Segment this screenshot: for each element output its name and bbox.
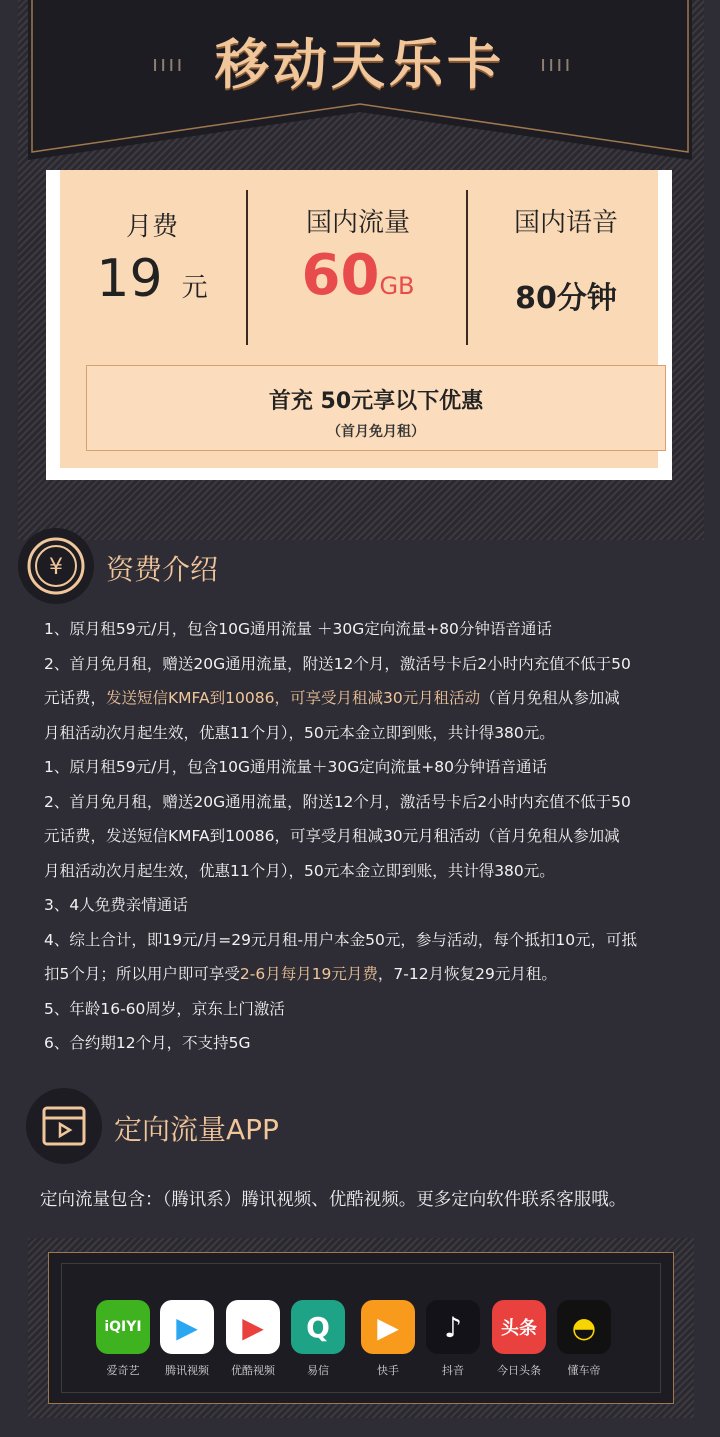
app-tile bbox=[93, 1300, 153, 1378]
app-tile bbox=[288, 1300, 348, 1378]
page-title: 移动天乐卡 bbox=[215, 33, 505, 96]
iqiyi-icon: iQIYI bbox=[96, 1300, 150, 1354]
promo-headline: 首充 50元享以下优惠 bbox=[268, 389, 484, 414]
rule-text: 月租活动次月起生效，优惠11个月），50元本金立即到账，共计得380元。 bbox=[44, 723, 555, 742]
rule-text: 月租活动次月起生效，优惠11个月），50元本金立即到账，共计得380元。 bbox=[44, 861, 555, 880]
app-tile bbox=[157, 1300, 217, 1378]
app-tile bbox=[554, 1300, 614, 1378]
app-tile bbox=[358, 1300, 418, 1378]
data-column bbox=[258, 190, 458, 308]
fee-rule-line bbox=[44, 1026, 694, 1061]
rule-highlight: 2-6月每月19元月费 bbox=[239, 965, 378, 983]
rule-text: 3、4人免费亲情通话 bbox=[44, 896, 188, 914]
fee-rule-line bbox=[44, 819, 694, 854]
fee-value: 19 bbox=[96, 249, 163, 309]
fee-rules-list bbox=[44, 612, 694, 1061]
data-unit: GB bbox=[379, 272, 415, 300]
fees-section-title: 资费介绍 bbox=[106, 553, 219, 586]
rule-text: 1、原月租59元/月，包含10G通用流量 ＋30G定向流量+80分钟语音通话 bbox=[44, 620, 552, 638]
divider bbox=[246, 190, 248, 345]
app-name: 爱奇艺 bbox=[106, 1364, 140, 1377]
rule-text: ，7-12月恢复29元月租。 bbox=[377, 965, 557, 983]
data-label: 国内流量 bbox=[305, 208, 410, 238]
rule-text: 2、首月免月租，赠送20G通用流量，附送12个月，激活号卡后2小时内充值不低于50 bbox=[44, 792, 631, 811]
plan-card bbox=[46, 170, 672, 480]
apps-intro-text: 定向流量包含：（腾讯系）腾讯视频、优酷视频。更多定向软件联系客服哦。 bbox=[40, 1190, 627, 1210]
data-value: 60 bbox=[301, 243, 380, 308]
promo-subline: （首月免月租） bbox=[327, 424, 425, 440]
fees-section-header bbox=[18, 528, 418, 604]
fee-rule-line bbox=[44, 612, 694, 647]
apps-section-title: 定向流量APP bbox=[114, 1113, 279, 1146]
fee-rule-line bbox=[44, 888, 694, 923]
app-tile bbox=[423, 1300, 483, 1378]
yixin-icon: Q bbox=[291, 1300, 345, 1354]
app-name: 优酷视频 bbox=[231, 1364, 275, 1377]
douyin-icon: ♪ bbox=[426, 1300, 480, 1354]
fee-rule-line bbox=[44, 750, 694, 785]
title-decoration-right: ıııı bbox=[540, 52, 573, 77]
rule-text: 1、原月租59元/月，包含10G通用流量＋30G定向流量+80分钟语音通话 bbox=[44, 758, 547, 776]
fee-rule-line bbox=[44, 923, 694, 958]
fee-column bbox=[52, 190, 252, 309]
app-name: 腾讯视频 bbox=[165, 1364, 209, 1377]
apps-frame bbox=[28, 1238, 694, 1418]
kuaishou-icon: ▶ bbox=[361, 1300, 415, 1354]
fee-rule-line bbox=[44, 992, 694, 1027]
fee-label: 月费 bbox=[125, 212, 178, 242]
tencent-video-icon: ▶ bbox=[160, 1300, 214, 1354]
apps-grid bbox=[61, 1263, 661, 1393]
voice-value: 80分钟 bbox=[515, 281, 617, 316]
title-decoration-left: ıııı bbox=[152, 52, 185, 77]
fee-rule-line bbox=[44, 681, 694, 716]
fee-rule-line bbox=[44, 647, 694, 682]
rule-text: 4、综上合计，即19元/月=29元月租-用户本金50元，参与活动，每个抵扣10元，可抵 bbox=[44, 930, 638, 949]
voice-label: 国内语音 bbox=[513, 208, 618, 238]
app-name: 易信 bbox=[307, 1364, 329, 1377]
app-name: 懂车帝 bbox=[567, 1364, 601, 1377]
app-name: 快手 bbox=[377, 1364, 399, 1377]
rule-text: 6、合约期12个月，不支持5G bbox=[44, 1034, 251, 1052]
apps-section-header bbox=[26, 1088, 426, 1164]
promo-box bbox=[86, 365, 666, 451]
app-name: 今日头条 bbox=[497, 1364, 541, 1377]
youku-icon: ▶ bbox=[226, 1300, 280, 1354]
plan-card-inner bbox=[60, 170, 658, 468]
fee-rule-line bbox=[44, 957, 694, 992]
voice-column bbox=[466, 190, 666, 317]
video-clapper-icon bbox=[26, 1088, 102, 1164]
yen-coin-icon bbox=[18, 528, 94, 604]
rule-text: 元话费，发送短信KMFA到10086，可享受月租减30元月租活动（首月免租从参加减 bbox=[44, 827, 620, 845]
dongchedi-icon: ◓ bbox=[557, 1300, 611, 1354]
rule-text: （首月免租从参加减 bbox=[480, 689, 620, 707]
rule-text: 元话费， bbox=[44, 689, 107, 707]
apps-panel bbox=[48, 1252, 674, 1404]
rule-highlight: 发送短信KMFA到10086，可享受月租减30元月租活动 bbox=[106, 689, 481, 707]
rule-text: 2、首月免月租，赠送20G通用流量，附送12个月，激活号卡后2小时内充值不低于50 bbox=[44, 654, 631, 673]
svg-text:¥: ¥ bbox=[49, 555, 63, 580]
fee-rule-line bbox=[44, 854, 694, 889]
toutiao-icon: 头条 bbox=[492, 1300, 546, 1354]
app-tile bbox=[223, 1300, 283, 1378]
rule-text: 扣5个月；所以用户即可享受 bbox=[44, 965, 240, 983]
app-tile bbox=[489, 1300, 549, 1378]
app-name: 抖音 bbox=[442, 1364, 464, 1377]
fee-unit: 元 bbox=[181, 273, 208, 303]
fee-rule-line bbox=[44, 785, 694, 820]
fee-rule-line bbox=[44, 716, 694, 751]
rule-text: 5、年龄16-60周岁，京东上门激活 bbox=[44, 999, 285, 1018]
